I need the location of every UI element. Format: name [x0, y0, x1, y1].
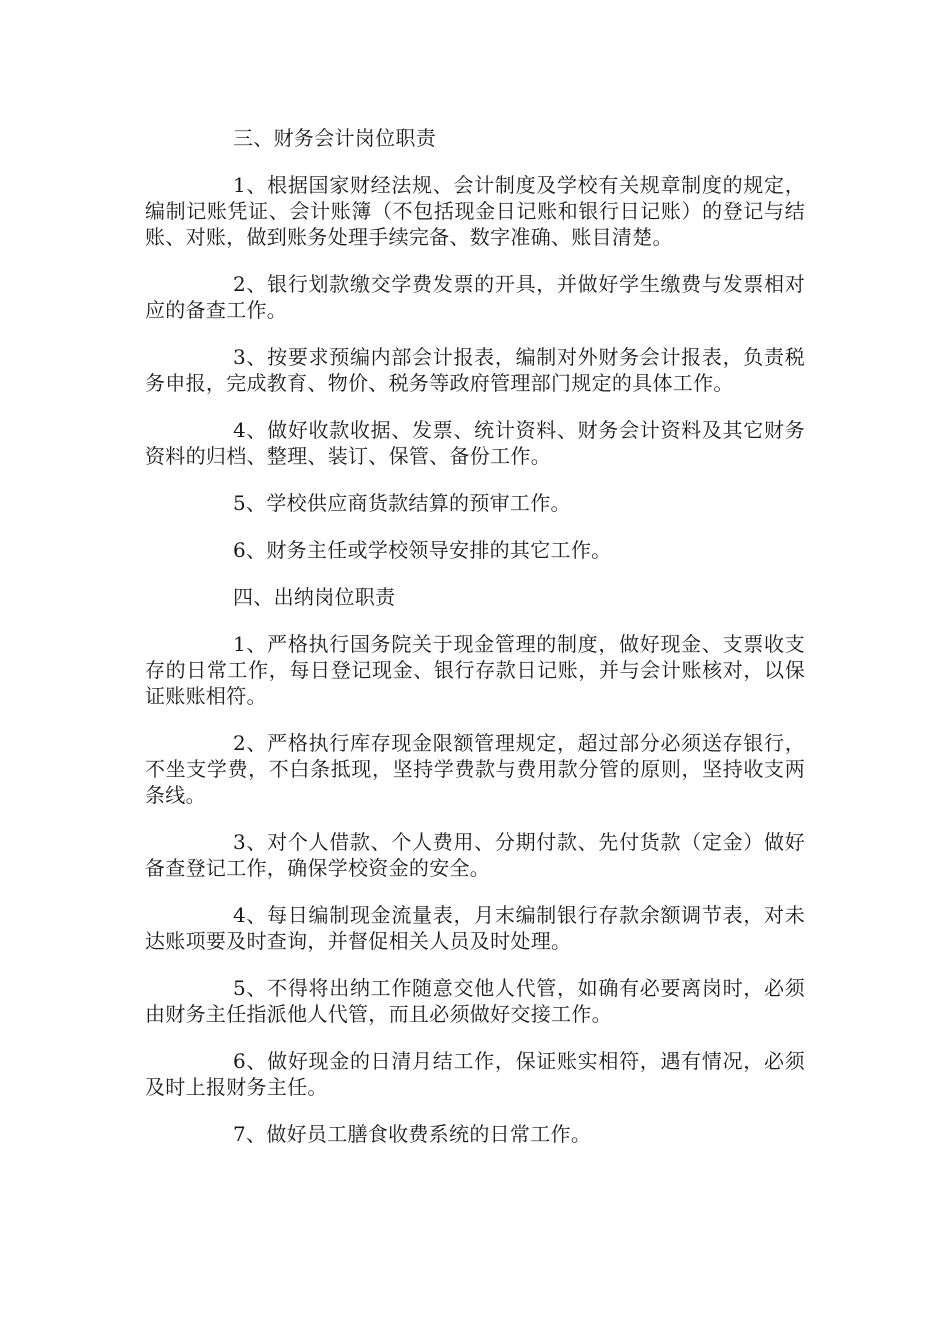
- section-4-item-6: 6、做好现金的日清月结工作，保证账实相符，遇有情况，必须及时上报财务主任。: [145, 1049, 805, 1099]
- document-page: [145, 125, 805, 1168]
- section-3-item-2: 2、银行划款缴交学费发票的开具，并做好学生缴费与发票相对应的备查工作。: [145, 272, 805, 322]
- section-3-item-5: 5、学校供应商货款结算的预审工作。: [233, 491, 571, 515]
- section-4-item-1: 1、严格执行国务院关于现金管理的制度，做好现金、支票收支存的日常工作，每日登记现金、银行存款日记账，并与会计账核对，以保证账账相符。: [145, 632, 805, 708]
- section-3-item-4: 4、做好收款收据、发票、统计资料、财务会计资料及其它财务资料的归档、整理、装订、保管、备份工作。: [145, 418, 805, 468]
- section-4-item-7: 7、做好员工膳食收费系统的日常工作。: [233, 1122, 592, 1146]
- section-3-item-1: 1、根据国家财经法规、会计制度及学校有关规章制度的规定，编制记账凭证、会计账簿（不包括现金日记账和银行日记账）的登记与结账、对账，做到账务处理手续完备、数字准确、账目清楚。: [145, 173, 805, 249]
- section-4-item-3: 3、对个人借款、个人费用、分期付款、先付货款（定金）做好备查登记工作，确保学校资金的安全。: [145, 830, 805, 880]
- section-3-item-3: 3、按要求预编内部会计报表，编制对外财务会计报表，负责税务申报，完成教育、物价、税务等政府管理部门规定的具体工作。: [145, 345, 805, 395]
- section-3-heading: 三、财务会计岗位职责: [233, 126, 436, 150]
- section-4-heading: 四、出纳岗位职责: [233, 585, 396, 609]
- section-4-item-5: 5、不得将出纳工作随意交他人代管，如确有必要离岗时，必须由财务主任指派他人代管，而且必须做好交接工作。: [145, 976, 805, 1026]
- section-4-item-2: 2、严格执行库存现金限额管理规定，超过部分必须送存银行，不坐支学费，不白条抵现，坚持学费款与费用款分管的原则，坚持收支两条线。: [145, 731, 805, 807]
- section-4-item-4: 4、每日编制现金流量表，月末编制银行存款余额调节表，对未达账项要及时查询，并督促相关人员及时处理。: [145, 903, 805, 953]
- section-3-item-6: 6、财务主任或学校领导安排的其它工作。: [233, 538, 612, 562]
